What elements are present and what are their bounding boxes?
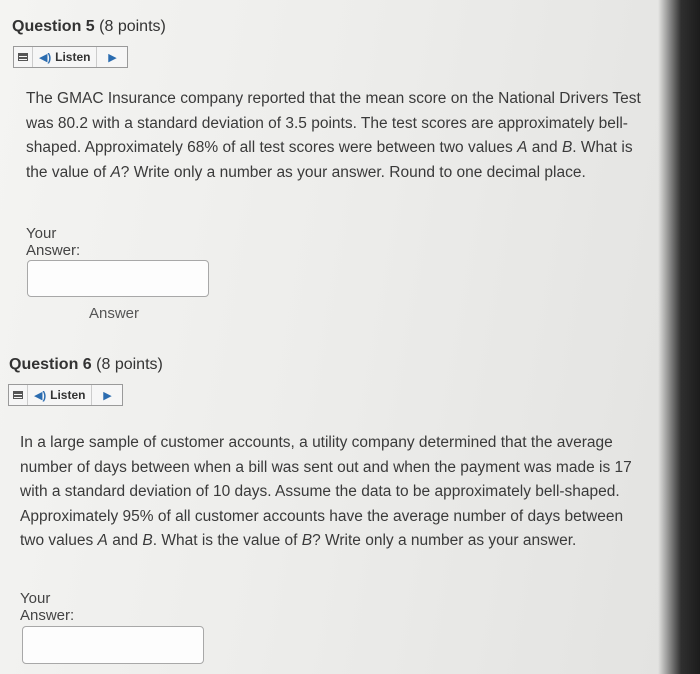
question-text: In a large sample of customer accounts, a utility company determined that the average number of days between when a bill was sent out and when the payment was made is 17 with a standard deviation of 10 days. Assume the data to be approximately bell-shaped. Approximately 95% of all customer accounts have the average number of days between two values A and B. What is the value of B? Write only a number as your answer. xyxy=(20,434,632,549)
speaker-icon: ◀) xyxy=(34,389,47,402)
answer-input[interactable] xyxy=(22,626,204,664)
question-points: (8 points) xyxy=(96,356,163,373)
variable-a: A xyxy=(97,532,108,549)
answer-input[interactable] xyxy=(27,260,209,297)
variable-b: B xyxy=(561,139,573,156)
screen-edge xyxy=(658,0,700,674)
question-number: Question 5 xyxy=(12,18,95,35)
menu-icon[interactable] xyxy=(9,385,28,405)
variable-a: A xyxy=(517,139,528,156)
question-title xyxy=(12,18,312,36)
play-icon[interactable]: ▶ xyxy=(108,51,117,64)
your-answer-label: Your Answer: xyxy=(20,590,75,624)
question-text: The GMAC Insurance company reported that the mean score on the National Drivers Test was 80.2 with a standard deviation of 3.5 points. The test scores are approximately bell-shaped. Approximately 68% of all test scores were between two values A and B. What is the value of A? Write only a number as your answer. Round to one decimal place. xyxy=(26,90,641,181)
listen-label: Listen xyxy=(50,388,86,402)
listen-label: Listen xyxy=(55,50,91,64)
answer-caption: Answer xyxy=(89,305,140,322)
your-answer-label: Your Answer: xyxy=(26,225,81,259)
listen-toolbar xyxy=(8,384,123,406)
listen-button[interactable] xyxy=(33,47,97,67)
variable-a: A xyxy=(110,163,121,181)
listen-button[interactable] xyxy=(28,385,92,405)
question-title xyxy=(9,356,309,374)
speaker-icon: ◀) xyxy=(39,51,52,64)
listen-toolbar xyxy=(13,46,128,68)
variable-b: B xyxy=(301,532,313,549)
menu-icon[interactable] xyxy=(14,47,33,67)
question-number: Question 6 xyxy=(9,356,92,373)
question-points: (8 points) xyxy=(99,18,166,35)
variable-b: B xyxy=(142,532,153,549)
play-icon[interactable]: ▶ xyxy=(103,389,112,402)
